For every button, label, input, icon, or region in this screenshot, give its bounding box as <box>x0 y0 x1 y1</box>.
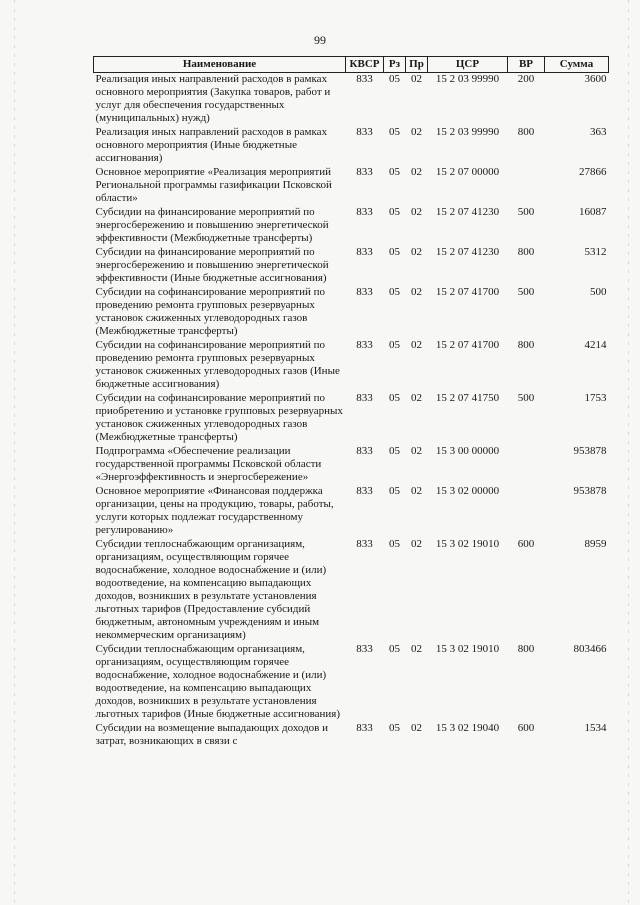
row-kvsr: 833 <box>356 73 373 85</box>
header-kvsr: КВСР <box>346 57 384 73</box>
row-name: Субсидии на софинансирование мероприятий по проведению ремонта групповых резервуарных установок сжиженных углеводородных газов (Иные бюджетные ассигнования) <box>95 339 340 390</box>
row-kvsr: 833 <box>356 445 373 457</box>
row-pr: 02 <box>411 206 422 218</box>
table-row <box>94 166 609 206</box>
row-csr: 15 2 03 99990 <box>435 73 500 85</box>
row-vr: 500 <box>517 286 535 298</box>
row-name: Субсидии на финансирование мероприятий по энергосбережению и повышению энергетической эффективности (Межбюджетные трансферты) <box>95 206 329 244</box>
row-pr: 02 <box>411 722 422 734</box>
row-csr: 15 3 02 19010 <box>435 538 500 550</box>
header-csr: ЦСР <box>428 57 508 73</box>
row-name: Субсидии теплоснабжающим организациям, организациям, осуществляющим горячее водоснабжение, холодное водоснабжение и (или) водоотведение, на компенсацию выпадающих доходов, возникших в результате установления льготных тарифов (Иные бюджетные ассигнования) <box>95 643 340 720</box>
table-row <box>94 206 609 246</box>
row-pr: 02 <box>411 73 422 85</box>
row-pr: 02 <box>411 126 422 138</box>
row-sum: 803466 <box>573 643 607 655</box>
table-row <box>94 73 609 127</box>
row-vr: 600 <box>517 538 535 550</box>
row-rz: 05 <box>389 485 400 497</box>
row-rz: 05 <box>389 538 400 550</box>
row-rz: 05 <box>389 722 400 734</box>
row-sum: 8959 <box>584 538 607 550</box>
row-name: Субсидии на финансирование мероприятий по энергосбережению и повышению энергетической эффективности (Иные бюджетные ассигнования) <box>95 246 329 284</box>
table-row <box>94 485 609 538</box>
row-rz: 05 <box>389 445 400 457</box>
header-pr: Пр <box>406 57 428 73</box>
row-csr: 15 3 02 19010 <box>435 643 500 655</box>
row-kvsr: 833 <box>356 126 373 138</box>
row-pr: 02 <box>411 538 422 550</box>
row-rz: 05 <box>389 286 400 298</box>
row-kvsr: 833 <box>356 392 373 404</box>
row-sum: 27866 <box>579 166 607 178</box>
left-edge-mark <box>14 0 15 905</box>
row-sum: 953878 <box>573 485 607 497</box>
row-name: Основное мероприятие «Финансовая поддержка организации, цены на продукцию, товары, работы, услуги которых подлежат государственному регулированию» <box>95 485 334 536</box>
table-row <box>94 538 609 643</box>
table-row <box>94 643 609 722</box>
row-pr: 02 <box>411 485 422 497</box>
row-vr: 200 <box>517 73 535 85</box>
row-rz: 05 <box>389 73 400 85</box>
row-rz: 05 <box>389 166 400 178</box>
table-header-row <box>94 57 609 73</box>
row-csr: 15 3 00 00000 <box>435 445 500 457</box>
row-name: Основное мероприятие «Реализация мероприятий Региональной программы газификации Псковской области» <box>95 166 332 204</box>
row-vr: 600 <box>517 722 535 734</box>
row-kvsr: 833 <box>356 246 373 258</box>
row-vr <box>508 485 545 538</box>
row-vr: 500 <box>517 206 535 218</box>
row-name: Субсидии теплоснабжающим организациям, организациям, осуществляющим горячее водоснабжение, холодное водоснабжение и (или) водоотведение, на компенсацию выпадающих доходов, возникших в результате установления льготных тарифов (Предоставление субсидий бюджетным, автономным учреждениям и иным некоммерческим организациям) <box>95 538 327 641</box>
row-vr <box>508 166 545 206</box>
row-kvsr: 833 <box>356 286 373 298</box>
row-sum: 1534 <box>584 722 607 734</box>
row-sum: 363 <box>590 126 607 138</box>
table-row <box>94 246 609 286</box>
header-sum: Сумма <box>545 57 609 73</box>
row-rz: 05 <box>389 339 400 351</box>
row-sum: 1753 <box>584 392 607 404</box>
row-kvsr: 833 <box>356 538 373 550</box>
page-number: 99 <box>314 33 326 47</box>
row-vr: 800 <box>517 339 535 351</box>
right-edge-mark <box>628 0 629 905</box>
row-pr: 02 <box>411 392 422 404</box>
row-csr: 15 2 07 41230 <box>435 206 500 218</box>
table-row <box>94 126 609 166</box>
row-pr: 02 <box>411 643 422 655</box>
row-name: Реализация иных направлений расходов в рамках основного мероприятия (Закупка товаров, работ и услуг для обеспечения государственных (муниципальных) нужд) <box>95 73 331 124</box>
row-sum: 500 <box>590 286 607 298</box>
row-csr: 15 2 07 41230 <box>435 246 500 258</box>
row-csr: 15 3 02 00000 <box>435 485 500 497</box>
row-rz: 05 <box>389 206 400 218</box>
row-sum: 3600 <box>584 73 607 85</box>
row-kvsr: 833 <box>356 643 373 655</box>
row-kvsr: 833 <box>356 206 373 218</box>
row-vr: 800 <box>517 246 535 258</box>
row-rz: 05 <box>389 392 400 404</box>
row-kvsr: 833 <box>356 722 373 734</box>
table-row <box>94 339 609 392</box>
row-kvsr: 833 <box>356 166 373 178</box>
row-kvsr: 833 <box>356 485 373 497</box>
row-name: Субсидии на софинансирование мероприятий по приобретению и установке групповых резервуарных установок сжиженных углеводородных газов (Межбюджетные трансферты) <box>95 392 343 443</box>
header-name: Наименование <box>94 57 346 73</box>
table-row <box>94 286 609 339</box>
row-vr: 500 <box>517 392 535 404</box>
budget-table <box>93 56 609 749</box>
row-vr: 800 <box>517 643 535 655</box>
row-rz: 05 <box>389 126 400 138</box>
row-pr: 02 <box>411 445 422 457</box>
row-sum: 4214 <box>584 339 607 351</box>
row-kvsr: 833 <box>356 339 373 351</box>
header-vr: ВР <box>508 57 545 73</box>
row-csr: 15 2 07 00000 <box>435 166 500 178</box>
row-pr: 02 <box>411 246 422 258</box>
row-name: Субсидии на софинансирование мероприятий по проведению ремонта групповых резервуарных установок сжиженных углеводородных газов (Межбюджетные трансферты) <box>95 286 325 337</box>
table-row <box>94 722 609 749</box>
row-rz: 05 <box>389 643 400 655</box>
row-name: Реализация иных направлений расходов в рамках основного мероприятия (Иные бюджетные ассигнования) <box>95 126 328 164</box>
row-name: Подпрограмма «Обеспечение реализации государственной программы Псковской области «Энергоэффективность и энергосбережение» <box>95 445 322 483</box>
row-csr: 15 2 07 41750 <box>435 392 500 404</box>
row-pr: 02 <box>411 339 422 351</box>
row-sum: 5312 <box>584 246 607 258</box>
row-vr <box>508 445 545 485</box>
row-rz: 05 <box>389 246 400 258</box>
row-csr: 15 3 02 19040 <box>435 722 500 734</box>
row-sum: 16087 <box>579 206 607 218</box>
row-pr: 02 <box>411 286 422 298</box>
table-row <box>94 392 609 445</box>
row-csr: 15 2 03 99990 <box>435 126 500 138</box>
row-sum: 953878 <box>573 445 607 457</box>
row-name: Субсидии на возмещение выпадающих доходов и затрат, возникающих в связи с <box>95 722 329 747</box>
row-csr: 15 2 07 41700 <box>435 339 500 351</box>
header-rz: Рз <box>384 57 406 73</box>
row-csr: 15 2 07 41700 <box>435 286 500 298</box>
row-vr: 800 <box>517 126 535 138</box>
row-pr: 02 <box>411 166 422 178</box>
table-row <box>94 445 609 485</box>
